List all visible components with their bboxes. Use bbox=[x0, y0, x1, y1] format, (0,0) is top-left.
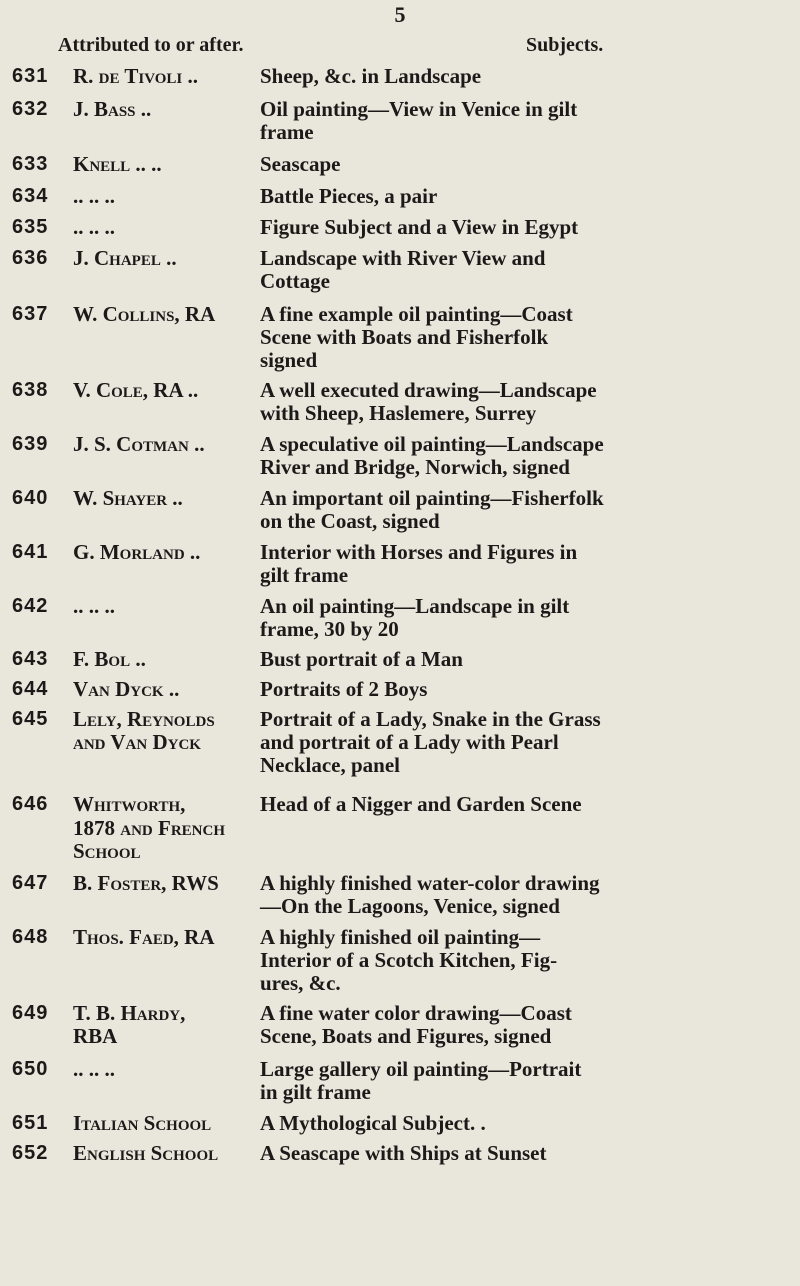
attribution: J. S. Cotman .. bbox=[73, 432, 205, 456]
attribution: J. Chapel .. bbox=[73, 246, 177, 270]
subject: Portrait of a Lady, Snake in the Grass and portrait of a Lady with Pearl Necklace, panel bbox=[260, 707, 601, 777]
subject: A speculative oil painting—Landscape River and Bridge, Norwich, signed bbox=[260, 432, 604, 479]
header-subjects: Subjects. bbox=[526, 34, 604, 56]
lot-number: 651 bbox=[12, 1112, 49, 1134]
lot-number: 638 bbox=[12, 379, 49, 401]
attribution: W. Shayer .. bbox=[73, 486, 183, 510]
lot-number: 641 bbox=[12, 541, 49, 563]
lot-number: 636 bbox=[12, 247, 49, 269]
lot-number: 637 bbox=[12, 303, 49, 325]
attribution: V. Cole, RA .. bbox=[73, 378, 199, 402]
subject: A Mythological Subject. . bbox=[260, 1111, 486, 1135]
subject: A highly finished oil painting— Interior of a Scotch Kitchen, Fig- ures, &c. bbox=[260, 925, 558, 995]
subject: A highly finished water-color drawing —On the Lagoons, Venice, signed bbox=[260, 871, 600, 918]
attribution: Whitworth, bbox=[73, 792, 186, 816]
subject: Portraits of 2 Boys bbox=[260, 677, 428, 701]
lot-number: 644 bbox=[12, 678, 49, 700]
subject: Seascape bbox=[260, 152, 341, 176]
subject: A Seascape with Ships at Sunset bbox=[260, 1141, 547, 1165]
lot-number: 631 bbox=[12, 65, 49, 87]
lot-number: 634 bbox=[12, 185, 49, 207]
lot-number: 640 bbox=[12, 487, 49, 509]
lot-number: 632 bbox=[12, 98, 49, 120]
attribution: Van Dyck .. bbox=[73, 677, 180, 701]
subject: Figure Subject and a View in Egypt bbox=[260, 215, 579, 239]
attribution: .. .. .. bbox=[73, 594, 115, 618]
subject: Large gallery oil painting—Portrait in gilt frame bbox=[260, 1057, 582, 1104]
lot-number: 635 bbox=[12, 216, 49, 238]
subject: An important oil painting—Fisherfolk on the Coast, signed bbox=[260, 486, 604, 533]
subject: Oil painting—View in Venice in gilt frame bbox=[260, 97, 578, 144]
subject: A fine water color drawing—Coast Scene, Boats and Figures, signed bbox=[260, 1001, 572, 1048]
subject: Head of a Nigger and Garden Scene bbox=[260, 792, 582, 816]
attribution: Lely, Reynolds and Van Dyck bbox=[73, 707, 215, 754]
subject: A fine example oil painting—Coast Scene with Boats and Fisherfolk signed bbox=[260, 302, 573, 372]
lot-number: 648 bbox=[12, 926, 49, 948]
lot-number: 643 bbox=[12, 648, 49, 670]
subject: Landscape with River View and Cottage bbox=[260, 246, 546, 293]
attribution: .. .. .. bbox=[73, 184, 115, 208]
page-number: 5 bbox=[394, 2, 406, 27]
lot-number: 633 bbox=[12, 153, 49, 175]
lot-number: 650 bbox=[12, 1058, 49, 1080]
lot-number: 645 bbox=[12, 708, 49, 730]
lot-number: 649 bbox=[12, 1002, 49, 1024]
lot-number: 652 bbox=[12, 1142, 49, 1164]
lot-number: 639 bbox=[12, 433, 49, 455]
attribution: English School bbox=[73, 1141, 219, 1165]
attribution: Italian School bbox=[73, 1111, 212, 1135]
attribution: B. Foster, RWS bbox=[73, 871, 219, 895]
attribution: .. .. .. bbox=[73, 215, 115, 239]
attribution: J. Bass .. bbox=[73, 97, 152, 121]
lot-number: 646 bbox=[12, 793, 49, 815]
subject: A well executed drawing—Landscape with Sheep, Haslemere, Surrey bbox=[260, 378, 597, 425]
lot-number: 647 bbox=[12, 872, 49, 894]
attribution: 1878 and French School bbox=[73, 816, 225, 863]
attribution: Thos. Faed, RA bbox=[73, 925, 215, 949]
attribution: Knell .. .. bbox=[73, 152, 162, 176]
attribution: W. Collins, RA bbox=[73, 302, 216, 326]
attribution: T. B. Hardy, RBA bbox=[73, 1001, 186, 1048]
subject: An oil painting—Landscape in gilt frame, 30 by 20 bbox=[260, 594, 570, 641]
attribution: R. de Tivoli .. bbox=[73, 64, 199, 88]
header-attributed: Attributed to or after. bbox=[58, 34, 244, 56]
attribution: F. Bol .. bbox=[73, 647, 146, 671]
subject: Sheep, &c. in Landscape bbox=[260, 64, 482, 88]
attribution: G. Morland .. bbox=[73, 540, 201, 564]
subject: Bust portrait of a Man bbox=[260, 647, 463, 671]
subject: Battle Pieces, a pair bbox=[260, 184, 438, 208]
attribution: .. .. .. bbox=[73, 1057, 115, 1081]
lot-number: 642 bbox=[12, 595, 49, 617]
subject: Interior with Horses and Figures in gilt frame bbox=[260, 540, 578, 587]
